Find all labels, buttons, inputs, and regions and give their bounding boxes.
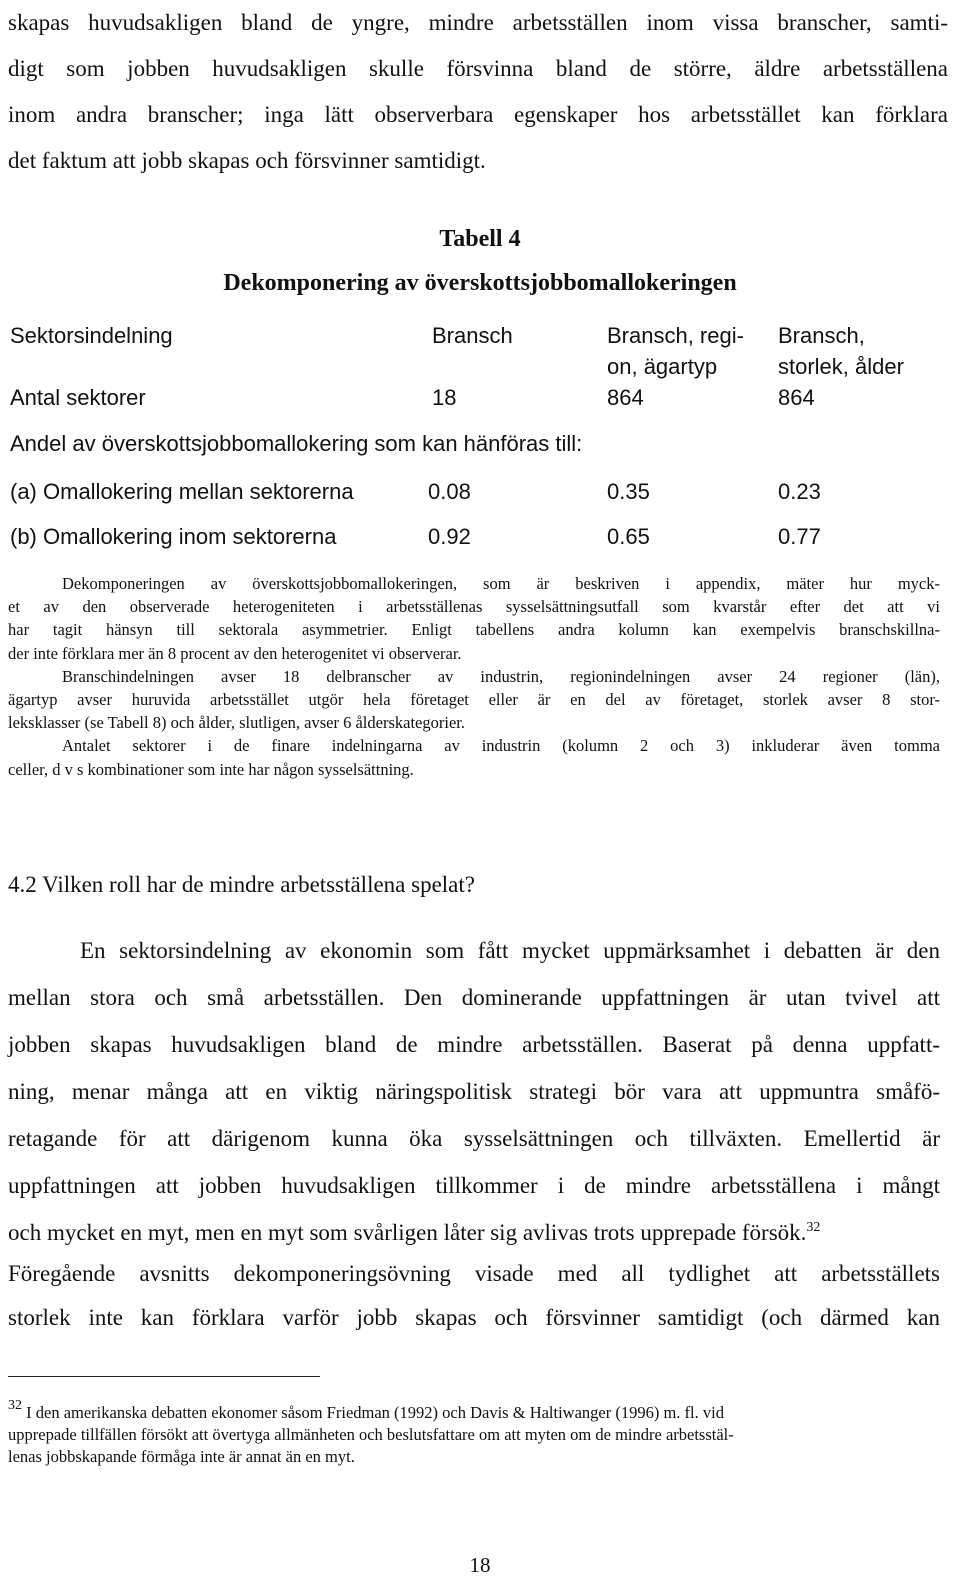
row-label-count: Antal sektorer xyxy=(10,385,146,410)
body-line-text: och mycket en myt, men en myt som svårligen låter sig avlivas trots upprepade försök. xyxy=(8,1220,807,1245)
body-line: En sektorsindelning av ekonomin som fått mycket uppmärksamhet i debatten är den xyxy=(80,938,940,963)
body-line: Föregående avsnitts dekomponeringsövning visade med all tydlighet att arbetsställets xyxy=(8,1261,940,1286)
table-label: Tabell 4 xyxy=(439,226,521,252)
column-header-sector: Sektorsindelning xyxy=(10,323,173,348)
note-line: Dekomponeringen av överskottsjobbomallokeringen, som är beskriven i appendix, mäter hur myck- xyxy=(62,574,940,593)
page-number: 18 xyxy=(469,1553,491,1577)
row-label-b: (b) Omallokering inom sektorerna xyxy=(10,524,337,549)
column-header-bransch: Bransch xyxy=(432,323,513,348)
table-cell: 0.92 xyxy=(428,524,471,549)
body-line: jobben skapas huvudsakligen bland de mindre arbetsställen. Baserat på denna uppfatt- xyxy=(8,1032,940,1057)
table-cell: 864 xyxy=(607,385,644,410)
table-cell: 0.23 xyxy=(778,479,821,504)
intro-line: digt som jobben huvudsakligen skulle försvinna bland de större, äldre arbetsställena xyxy=(8,56,948,81)
footnote-marker: 32 xyxy=(8,1398,22,1413)
table-cell: 0.35 xyxy=(607,479,650,504)
footnote-line xyxy=(8,1398,940,1424)
footnote-ref[interactable]: 32 xyxy=(806,1220,821,1235)
note-line: har tagit hänsyn till sektorala asymmetrier. Enligt tabellens andra kolumn kan exempelvis branschskillna- xyxy=(8,620,940,640)
row-label-a: (a) Omallokering mellan sektorerna xyxy=(10,479,354,504)
note-line: Antalet sektorer i de finare indelningarna av industrin (kolumn 2 och 3) inkluderar även tomma xyxy=(62,736,940,756)
body-line: ning, menar många att en viktig näringspolitisk strategi bör vara att uppmuntra småfö- xyxy=(8,1079,940,1104)
body-line: retagande för att därigenom kunna öka sysselsättningen och tillväxten. Emellertid är xyxy=(8,1126,940,1151)
body-line: mellan stora och små arbetsställen. Den dominerande uppfattningen är utan tvivel att xyxy=(8,985,940,1010)
note-line: Branschindelningen avser 18 delbranscher av industrin, regionindelningen avser 24 regioner (län), xyxy=(62,666,940,686)
intro-paragraph xyxy=(8,0,948,184)
note-line: der inte förklara mer än 8 procent av den heterogenitet vi observerar. xyxy=(8,643,462,663)
note-line: ägartyp avser huruvida arbetsstället utgör hela företaget eller är en del av företaget, storlek avser 8 stor- xyxy=(8,689,940,709)
table-cell: 864 xyxy=(778,385,815,410)
footnote-divider xyxy=(8,1376,320,1377)
body-line: uppfattningen att jobben huvudsakligen tillkommer i de mindre arbetsställena i mångt xyxy=(8,1173,940,1198)
note-line: leksklasser (se Tabell 8) och ålder, slutligen, avser 6 ålderskategorier. xyxy=(8,713,465,733)
table-cell: 0.08 xyxy=(428,479,471,504)
body-line: storlek inte kan förklara varför jobb skapas och försvinner samtidigt (och därmed kan xyxy=(8,1305,940,1330)
share-intro: Andel av överskottsjobbomallokering som kan hänföras till: xyxy=(10,431,583,456)
footnote-line: lenas jobbskapande förmåga inte är annat än en myt. xyxy=(8,1447,355,1466)
table-title: Dekomponering av överskottsjobbomallokeringen xyxy=(223,270,737,296)
column-header-region-cont: on, ägartyp xyxy=(607,354,718,379)
table-cell: 0.65 xyxy=(607,524,650,549)
body-line xyxy=(8,1220,940,1246)
footnote xyxy=(8,1398,940,1468)
column-header-region: Bransch, regi- xyxy=(607,323,744,348)
footnote-line: upprepade tillfällen försökt att övertyga allmänheten och beslutsfattare om att myten om de mindre arbetsstäl- xyxy=(8,1425,734,1444)
column-header-size-cont: storlek, ålder xyxy=(778,354,904,379)
intro-line: inom andra branscher; inga lätt observerbara egenskaper hos arbetsstället kan förklara xyxy=(8,102,948,127)
section-heading: 4.2 Vilken roll har de mindre arbetsställena spelat? xyxy=(8,872,475,897)
column-header-size: Bransch, xyxy=(778,323,865,348)
footnote-text: I den amerikanska debatten ekonomer såsom Friedman (1992) och Davis & Haltiwanger (1996) m. fl. vid xyxy=(26,1403,724,1422)
table-cell: 0.77 xyxy=(778,524,821,549)
note-line: et av den observerade heterogeniteten i arbetsställenas sysselsättningsutfall som kvarstår efter det att vi xyxy=(8,597,940,617)
table-cell: 18 xyxy=(432,385,457,410)
note-line: celler, d v s kombinationer som inte har någon sysselsättning. xyxy=(8,759,414,779)
table-notes xyxy=(8,572,940,781)
intro-line: skapas huvudsakligen bland de yngre, mindre arbetsställen inom vissa branscher, samti- xyxy=(8,10,948,35)
intro-line: det faktum att jobb skapas och försvinner samtidigt. xyxy=(8,148,486,173)
